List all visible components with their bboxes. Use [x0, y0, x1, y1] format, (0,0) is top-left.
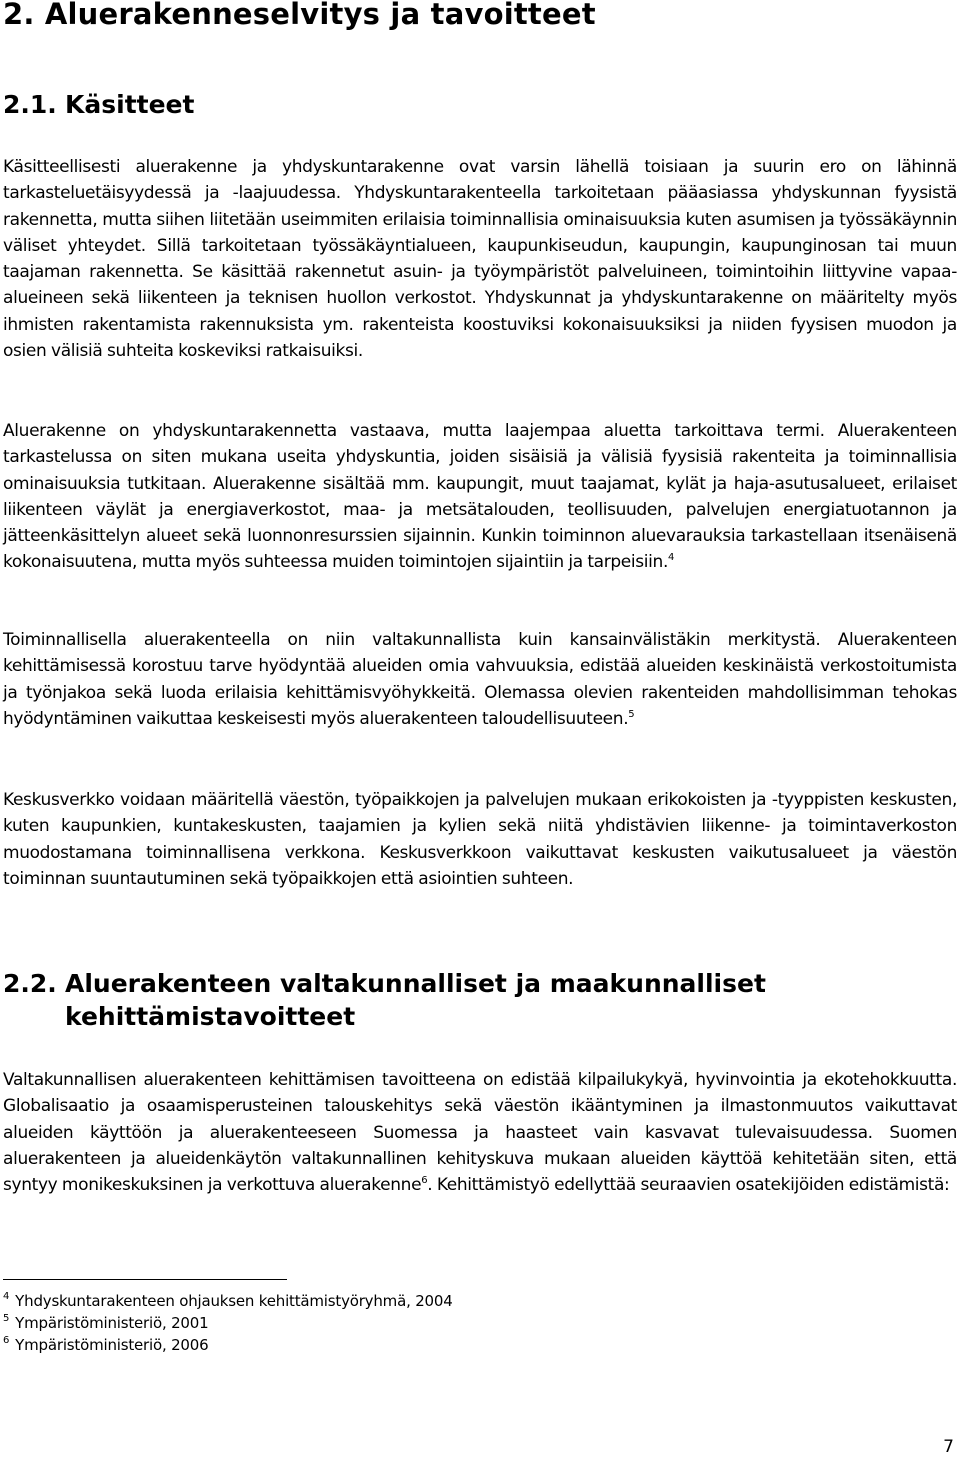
section-title: Aluerakenteen valtakunnalliset ja maakunnalliset kehittämistavoitteet — [65, 969, 766, 1031]
footnote-text: Ympäristöministeriö, 2006 — [15, 1336, 209, 1354]
footnote-ref: 5 — [628, 708, 635, 720]
chapter-heading: 2. Aluerakenneselvitys ja tavoitteet — [3, 0, 596, 31]
section-heading-2-1 — [3, 88, 194, 121]
footnote — [3, 1312, 703, 1334]
section-heading-2-2 — [3, 967, 903, 1033]
footnotes — [3, 1290, 703, 1356]
paragraph-1: Käsitteellisesti aluerakenne ja yhdyskuntarakenne ovat varsin lähellä toisiaan ja suurin ero on lähinnä tarkasteluetäisyydessä ja -laajuudessa. Yhdyskuntarakenteella tarkoitetaan pääasiassa yhdyskunnan fyysistä rakennetta, mutta siihen liitetään useimmiten erilaisia toiminnallisia ominaisuuksia kuten asumisen ja työssäkäynnin väliset yhteydet. Sillä tarkoitetaan työssäkäyntialueen, kaupunkiseudun, kaupungin, kaupunginosan tai muun taajaman rakennetta. Se käsittää rakennetut asuin- ja työympäristöt palveluineen, toimintoihin liittyvine vapaa-alueineen sekä liikenteen ja teknisen huollon verkostot. Yhdyskunnat ja yhdyskuntarakenne on määritelty myös ihmisten rakentamista rakennuksista ym. rakenteista koostuviksi kokonaisuuksiksi ja niiden fyysisen muodon ja osien välisiä suhteita koskeviksi ratkaisuiksi. — [3, 157, 957, 362]
paragraph-2 — [3, 418, 957, 576]
footnote-number: 5 — [3, 1313, 10, 1324]
footnote-text: Yhdyskuntarakenteen ohjauksen kehittämistyöryhmä, 2004 — [15, 1292, 453, 1310]
paragraph-text: Aluerakenne on yhdyskuntarakennetta vastaava, mutta laajempaa aluetta tarkoittava termi. Aluerakenteen tarkastelussa on siten mukana useita yhdyskuntia, joiden sisäisiä ja välisiä fyysisiä rakenteita ja toiminnallisia ominaisuuksia tutkitaan. Aluerakenne sisältää mm. kaupungit, muut taajamat, kylät ja haja-asutusalueet, erilaiset liikenteen väylät ja energiaverkostot, maa- ja metsätalouden, teollisuuden, palvelujen energiatuotannon ja jätteenkäsittelyn alueet sekä luonnonresurssien sijainnin. Kunkin toiminnon aluevarauksia tarkastellaan itsenäisenä kokonaisuutena, mutta myös suhteessa muiden toimintojen sijaintiin ja tarpeisiin. — [3, 421, 957, 573]
paragraph-text-continued: . Kehittämistyö edellyttää seuraavien osatekijöiden edistämistä: — [427, 1175, 950, 1196]
footnote-number: 6 — [3, 1335, 10, 1346]
footnote-ref: 4 — [668, 552, 675, 564]
footnote — [3, 1290, 703, 1312]
footnote-text: Ympäristöministeriö, 2001 — [15, 1314, 209, 1332]
page-number: 7 — [943, 1437, 954, 1457]
paragraph-5 — [3, 1067, 957, 1198]
paragraph-4: Keskusverkko voidaan määritellä väestön, työpaikkojen ja palvelujen mukaan erikokoisten ja -tyyppisten keskusten, kuten kaupunkien, kuntakeskusten, taajamien ja kylien sekä niitä yhdistävien liikenne- ja toimintaverkoston muodostamana toiminnallisena verkkona. Keskusverkkoon vaikuttavat keskusten vaikutusalueet ja väestön toiminnan suuntautuminen sekä työpaikkojen että asiointien suhteen. — [3, 790, 957, 889]
footnote-ref: 6 — [421, 1175, 428, 1187]
paragraph-text: Toiminnallisella aluerakenteella on niin valtakunnallista kuin kansainvälistäkin merkitystä. Aluerakenteen kehittämisessä korostuu tarve hyödyntää alueiden omia vahvuuksia, edistää alueiden keskinäistä verkostoitumista ja työnjakoa sekä luoda erilaisia kehittämisvyöhykkeitä. Olemassa olevien rakenteiden mahdollisimman tehokas hyödyntäminen vaikuttaa keskeisesti myös aluerakenteen taloudellisuuteen. — [3, 630, 957, 729]
section-number: 2.2. — [3, 969, 57, 998]
footnote-separator — [3, 1279, 287, 1280]
paragraph-text: Valtakunnallisen aluerakenteen kehittämisen tavoitteena on edistää kilpailukykyä, hyvinvointia ja ekotehokkuutta. Globalisaatio ja osaamisperusteinen talouskehitys sekä väestön ikääntyminen ja ilmastonmuutos vaikuttavat alueiden käyttöön ja aluerakenteeseen Suomessa ja haasteet vain kasvavat tulevaisuudessa. Suomen aluerakenteen ja alueidenkäytön valtakunnallinen kehityskuva mukaan alueiden käyttöä kehitetään siten, että syntyy monikeskuksinen ja verkottuva aluerakenne — [3, 1070, 957, 1196]
section-number: 2.1. — [3, 90, 57, 119]
paragraph-3 — [3, 627, 957, 732]
section-title: Käsitteet — [65, 90, 195, 119]
footnote-number: 4 — [3, 1291, 10, 1302]
footnote — [3, 1334, 703, 1356]
